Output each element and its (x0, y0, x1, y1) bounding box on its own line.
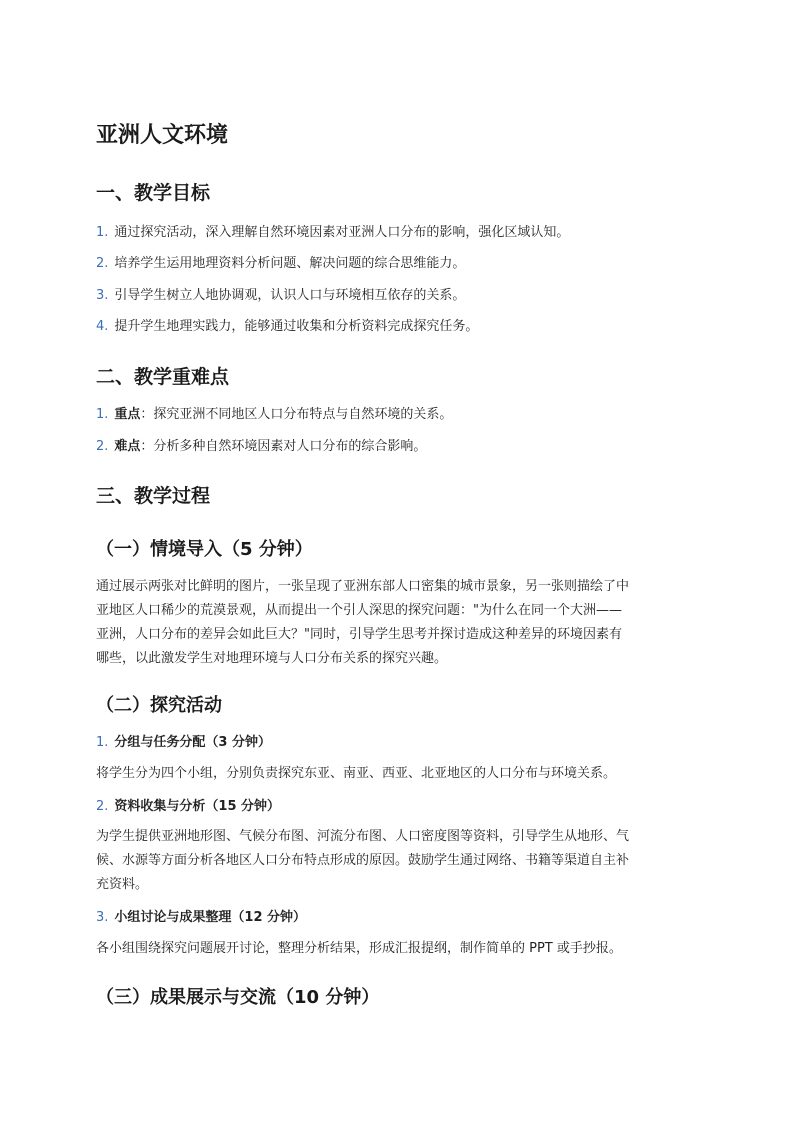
step-title: 资料收集与分析（15 分钟） (114, 799, 281, 814)
list-text: 培养学生运用地理资料分析问题、解决问题的综合思维能力。 (114, 256, 466, 271)
list-number: 4. (96, 319, 109, 334)
paragraph-line: 将学生分为四个小组，分别负责探究东亚、南亚、西亚、北亚地区的人口分布与环境关系。 (96, 766, 617, 781)
step-title: 小组讨论与成果整理（12 分钟） (114, 910, 307, 925)
paragraph-line: 为学生提供亚洲地形图、气候分布图、河流分布图、人口密度图等资料，引导学生从地形、气 (96, 829, 630, 844)
list-number: 3. (96, 288, 109, 303)
paragraph-line: 哪些，以此激发学生对地理环境与人口分布关系的探究兴趣。 (96, 651, 448, 666)
step-number: 3. (96, 910, 109, 925)
step-heading (96, 733, 271, 753)
list-text: 通过探究活动，深入理解自然环境因素对亚洲人口分布的影响，强化区域认知。 (114, 225, 570, 240)
list-text: 提升学生地理实践力，能够通过收集和分析资料完成探究任务。 (114, 319, 479, 334)
paragraph-line: 亚地区人口稀少的荒漠景观，从而提出一个引人深思的探究问题："为什么在同一个大洲—— (96, 603, 622, 618)
step-body (96, 762, 700, 786)
list-item (96, 317, 478, 337)
paragraph-intro (96, 575, 700, 671)
list-label: 重点 (114, 407, 141, 422)
list-item (96, 437, 426, 457)
subsection-heading-activity: （二）探究活动 (96, 695, 222, 716)
section-heading-objectives: 一、教学目标 (96, 182, 211, 204)
list-number: 2. (96, 256, 109, 271)
list-item (96, 254, 465, 274)
list-item (96, 223, 569, 243)
list-item (96, 286, 465, 306)
step-number: 2. (96, 799, 109, 814)
paragraph-line: 充资料。 (96, 877, 149, 892)
step-body (96, 937, 700, 961)
list-text: ：分析多种自然环境因素对人口分布的综合影响。 (140, 439, 427, 454)
list-item (96, 405, 452, 425)
subsection-heading-presentation: （三）成果展示与交流（10 分钟） (96, 987, 380, 1008)
list-text: ：探究亚洲不同地区人口分布特点与自然环境的关系。 (140, 407, 453, 422)
list-text: 引导学生树立人地协调观，认识人口与环境相互依存的关系。 (114, 288, 466, 303)
section-heading-process: 三、教学过程 (96, 485, 211, 507)
step-heading (96, 908, 306, 928)
paragraph-line: 通过展示两张对比鲜明的图片，一张呈现了亚洲东部人口密集的城市景象，另一张则描绘了中 (96, 579, 630, 594)
section-heading-key-points: 二、教学重难点 (96, 366, 230, 388)
list-number: 1. (96, 225, 109, 240)
step-body (96, 825, 700, 897)
list-number: 1. (96, 407, 109, 422)
subsection-heading-intro: （一）情境导入（5 分钟） (96, 539, 313, 560)
document-title: 亚洲人文环境 (96, 123, 229, 148)
step-heading (96, 797, 280, 817)
paragraph-line: 亚洲，人口分布的差异会如此巨大？"同时，引导学生思考并探讨造成这种差异的环境因素有 (96, 627, 622, 642)
paragraph-line: 各小组围绕探究问题展开讨论，整理分析结果，形成汇报提纲，制作简单的 PPT 或手抄报。 (96, 941, 622, 956)
list-number: 2. (96, 439, 109, 454)
step-number: 1. (96, 735, 109, 750)
list-label: 难点 (114, 439, 141, 454)
paragraph-line: 候、水源等方面分析各地区人口分布特点形成的原因。鼓励学生通过网络、书籍等渠道自主补 (96, 853, 630, 868)
step-title: 分组与任务分配（3 分钟） (114, 735, 271, 750)
